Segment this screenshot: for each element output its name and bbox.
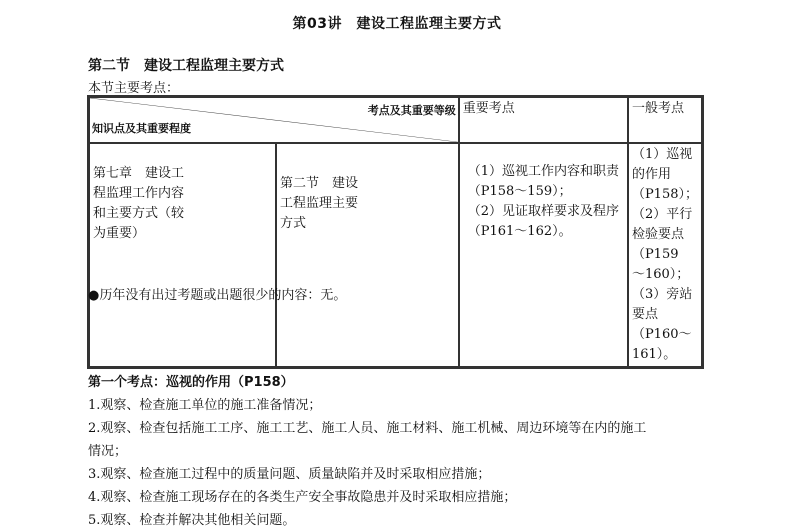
list-item: 2.观察、检查包括施工工序、施工工艺、施工人员、施工材料、施工机械、周边环境等在内的施工 bbox=[88, 421, 647, 436]
list-item: 情况； bbox=[88, 444, 128, 459]
list-item: 4.观察、检查施工现场存在的各类生产安全事故隐患并及时采取相应措施； bbox=[88, 490, 517, 505]
section-title: 第二节 建设工程监理主要方式 bbox=[88, 58, 284, 74]
page-title: 第03讲 建设工程监理主要方式 bbox=[292, 16, 502, 32]
corner-label-knowledge: 知识点及其重要程度 bbox=[92, 122, 191, 135]
cell-text: （2）见证取样要求及程序 bbox=[467, 204, 620, 219]
cell-section bbox=[276, 143, 459, 367]
table-corner-cell bbox=[89, 97, 459, 143]
cell-text: （1）巡视的作用 bbox=[631, 147, 693, 182]
cell-chapter bbox=[89, 143, 276, 367]
kp1-list bbox=[88, 394, 768, 532]
cell-important bbox=[459, 143, 628, 367]
cell-text: 和主要方式（较 bbox=[93, 206, 185, 221]
kp1-title: 第一个考点：巡视的作用（P158） bbox=[88, 375, 294, 390]
cell-text: （3）旁站要点（P160～ bbox=[631, 287, 693, 342]
list-item: 3.观察、检查施工过程中的质量问题、质量缺陷并及时采取相应措施； bbox=[88, 467, 491, 482]
cell-text: 工程监理主要 bbox=[279, 196, 358, 211]
corner-label-importance: 考点及其重要等级 bbox=[367, 104, 456, 117]
cell-text: （P158～159）； bbox=[467, 184, 572, 199]
cell-text: （2）平行检验要点（P159 bbox=[631, 207, 693, 262]
cell-text: 161）。 bbox=[631, 347, 677, 362]
table-row bbox=[89, 143, 702, 367]
cell-text: （P161～162）。 bbox=[467, 224, 572, 239]
header-general: 一般考点 bbox=[628, 97, 702, 143]
list-item: 1.观察、检查施工单位的施工准备情况； bbox=[88, 398, 322, 413]
cell-text: 为重要） bbox=[93, 226, 146, 241]
cell-text: 第七章 建设工 bbox=[93, 166, 185, 181]
section-subtitle: 本节主要考点： bbox=[88, 81, 180, 96]
cell-text: 方式 bbox=[279, 216, 306, 231]
table-header-row bbox=[89, 97, 702, 143]
cell-text: ～160）； bbox=[631, 267, 690, 282]
cell-general bbox=[628, 143, 702, 367]
exam-note: ●历年没有出过考题或出题很少的内容：无。 bbox=[88, 288, 347, 303]
key-points-table bbox=[87, 95, 704, 369]
list-item: 5.观察、检查并解决其他相关问题。 bbox=[88, 513, 296, 528]
cell-text: （1）巡视工作内容和职责 bbox=[467, 164, 620, 179]
header-important: 重要考点 bbox=[459, 97, 628, 143]
cell-text: 第二节 建设 bbox=[279, 176, 358, 191]
cell-text: 程监理工作内容 bbox=[93, 186, 185, 201]
cell-text: （P158）； bbox=[631, 187, 698, 202]
